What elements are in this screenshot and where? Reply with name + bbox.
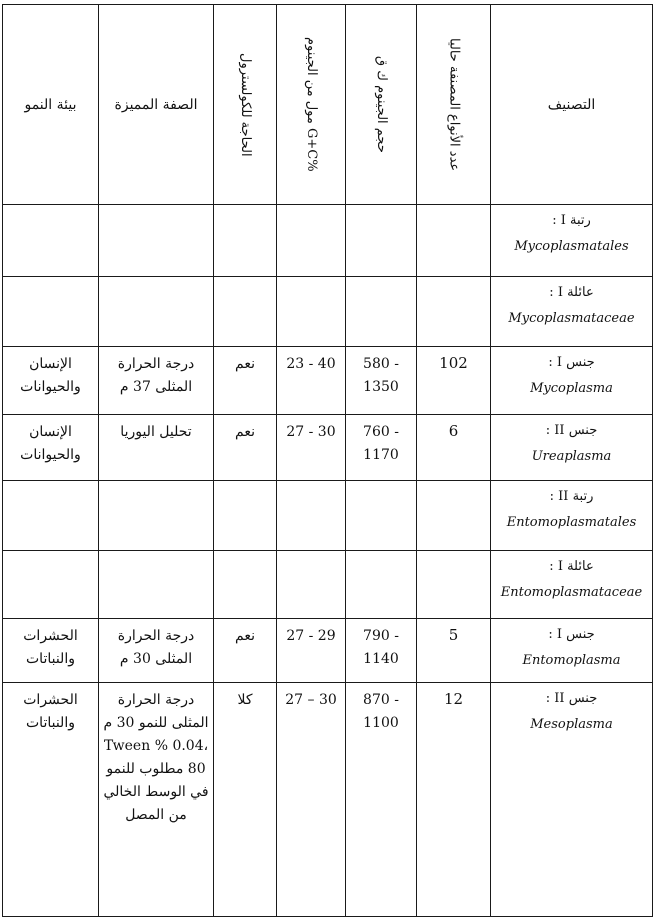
feature-cell: درجة الحرارة المثلى للنمو 30 م ،0.04 % Tween 80 مطلوب للنمو في الوسط الخالي من المصل	[99, 683, 214, 917]
species-cell: 5	[417, 619, 491, 683]
habitat-cell: الحشرات والنباتات	[3, 619, 99, 683]
genome-cell	[346, 481, 417, 551]
header-habitat: بيئة النمو	[3, 5, 99, 205]
mollicutes-classification-table	[2, 4, 653, 917]
species-cell: 102	[417, 347, 491, 415]
gc-cell	[277, 551, 346, 619]
gc-cell	[277, 277, 346, 347]
gc-cell: 23 - 40	[277, 347, 346, 415]
genome-cell: 790 - 1140	[346, 619, 417, 683]
classification-cell: جنس I : Mycoplasma	[491, 347, 653, 415]
habitat-cell: الإنسان والحيوانات	[3, 347, 99, 415]
classification-cell: جنس II : Ureaplasma	[491, 415, 653, 481]
gc-cell: 27 - 29	[277, 619, 346, 683]
classification-cell: عائلة I : Entomoplasmataceae	[491, 551, 653, 619]
table-row	[3, 551, 653, 619]
feature-cell: درجة الحرارة المثلى 37 م	[99, 347, 214, 415]
header-distinctive-feature: الصفة المميزة	[99, 5, 214, 205]
classification-cell: عائلة I : Mycoplasmataceae	[491, 277, 653, 347]
classification-cell: رتبة I : Mycoplasmatales	[491, 205, 653, 277]
feature-cell	[99, 205, 214, 277]
table-row	[3, 481, 653, 551]
header-cholesterol: الحاجة للكولسترول	[214, 5, 277, 205]
classification-cell: جنس I : Entomoplasma	[491, 619, 653, 683]
habitat-cell: الإنسان والحيوانات	[3, 415, 99, 481]
genome-cell: 870 - 1100	[346, 683, 417, 917]
species-cell	[417, 205, 491, 277]
species-cell	[417, 481, 491, 551]
cholesterol-cell: كلا	[214, 683, 277, 917]
cholesterol-cell	[214, 481, 277, 551]
header-row	[3, 5, 653, 205]
header-gc-content: %G+C مول من الجينوم	[277, 5, 346, 205]
feature-cell	[99, 481, 214, 551]
table-row	[3, 415, 653, 481]
genome-cell	[346, 205, 417, 277]
cholesterol-cell	[214, 205, 277, 277]
habitat-cell	[3, 481, 99, 551]
species-cell	[417, 551, 491, 619]
cholesterol-cell	[214, 551, 277, 619]
gc-cell	[277, 205, 346, 277]
classification-cell: جنس II : Mesoplasma	[491, 683, 653, 917]
gc-cell: 27 - 30	[277, 415, 346, 481]
cholesterol-cell	[214, 277, 277, 347]
genome-cell	[346, 277, 417, 347]
header-species-count: عدد الأنواع المصنفة حاليا	[417, 5, 491, 205]
feature-cell: تحليل اليوريا	[99, 415, 214, 481]
species-cell: 12	[417, 683, 491, 917]
feature-cell: درجة الحرارة المثلى 30 م	[99, 619, 214, 683]
classification-cell: رتبة II : Entomoplasmatales	[491, 481, 653, 551]
feature-cell	[99, 551, 214, 619]
table-row	[3, 347, 653, 415]
gc-cell: 27 – 30	[277, 683, 346, 917]
header-classification: التصنيف	[491, 5, 653, 205]
habitat-cell	[3, 205, 99, 277]
cholesterol-cell: نعم	[214, 347, 277, 415]
species-cell: 6	[417, 415, 491, 481]
cholesterol-cell: نعم	[214, 415, 277, 481]
cholesterol-cell: نعم	[214, 619, 277, 683]
table-row	[3, 205, 653, 277]
genome-cell: 760 - 1170	[346, 415, 417, 481]
habitat-cell	[3, 551, 99, 619]
species-cell	[417, 277, 491, 347]
table-row	[3, 683, 653, 917]
habitat-cell	[3, 277, 99, 347]
habitat-cell: الحشرات والنباتات	[3, 683, 99, 917]
table-row	[3, 277, 653, 347]
feature-cell	[99, 277, 214, 347]
genome-cell	[346, 551, 417, 619]
table-row	[3, 619, 653, 683]
gc-cell	[277, 481, 346, 551]
header-genome-size: حجم الجينوم ك ق	[346, 5, 417, 205]
genome-cell: 580 - 1350	[346, 347, 417, 415]
